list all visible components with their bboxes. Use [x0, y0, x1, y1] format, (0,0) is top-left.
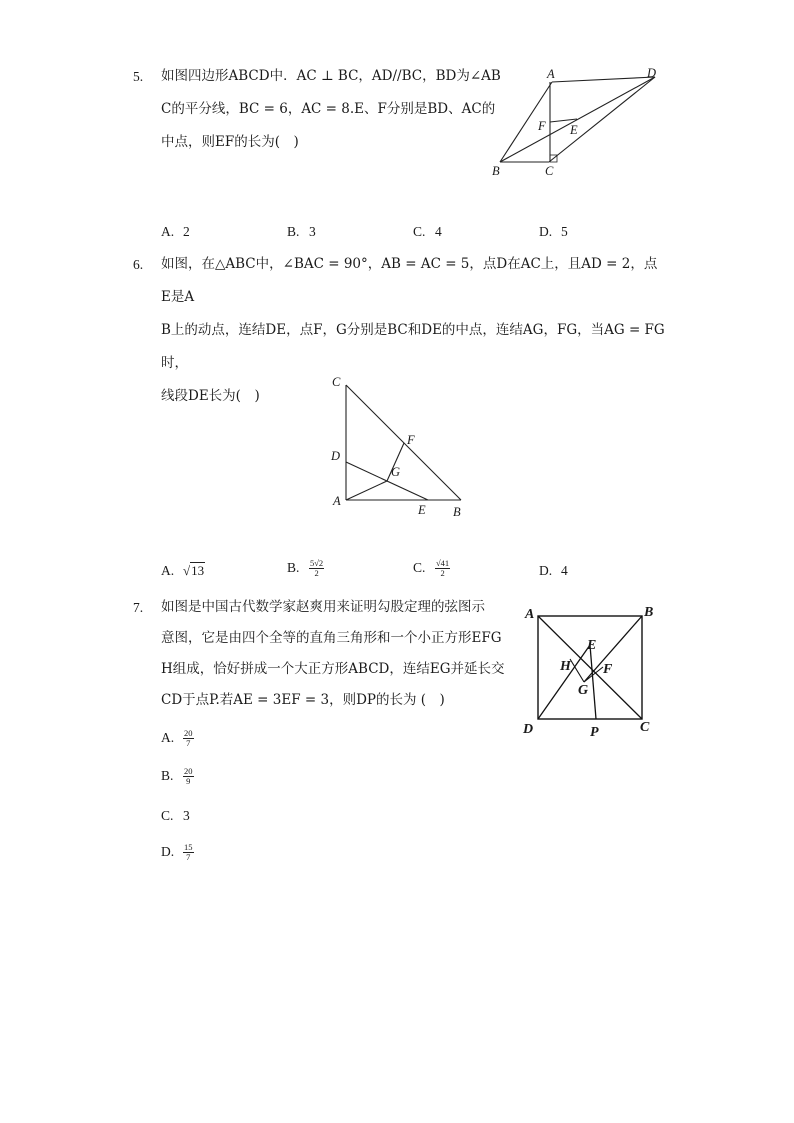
q5-label-b: B [492, 164, 500, 178]
q7-option-d: D. $\frac{15}{7}$ [161, 842, 193, 862]
q7-line-2: 意图，它是由四个全等的直角三角形和一个小正方形EFG [161, 630, 502, 646]
q5-line-2: C的平分线，BC = 6，AC = 8.E、F分别是BD、AC的 [161, 101, 496, 117]
q6-line-3: 线段DE长为( ) [161, 388, 260, 404]
q6-number: 6. [133, 257, 144, 272]
q6-label-b: B [453, 505, 461, 519]
q6-option-c: C. $\frac{√41}{2}$ [413, 558, 450, 578]
q7-label-d: D [523, 722, 534, 737]
q5-line-3: 中点，则EF的长为( ) [161, 134, 299, 150]
q6-option-a: A. √13 [161, 563, 205, 578]
q6-label-a: A [333, 494, 341, 508]
q7-stem [161, 592, 511, 716]
q6-label-g: G [391, 465, 401, 479]
q7-line-1: 如图是中国古代数学家赵爽用来证明勾股定理的弦图示 [161, 599, 485, 615]
q5-label-e: E [570, 123, 578, 137]
q5-number: 5. [133, 69, 144, 84]
q5-option-d: D. 5 [539, 224, 568, 239]
q5-label-c: C [545, 164, 554, 178]
q5-option-a: A. 2 [161, 224, 190, 239]
q5-option-c: C. 4 [413, 224, 442, 239]
q7-option-c: C. 3 [161, 808, 190, 823]
q6-line-2: B上的动点，连结DE，点F，G分别是BC和DE的中点，连结AG，FG，当AG = FG时， [161, 322, 665, 371]
q5-figure [485, 60, 665, 185]
q7-label-c: C [640, 720, 650, 735]
q7-number: 7. [133, 600, 144, 615]
q6-label-c: C [332, 375, 341, 389]
q6-label-f: F [407, 433, 415, 447]
q7-label-b: B [644, 605, 654, 620]
q6-option-b: B. $\frac{5√2}{2}$ [287, 558, 324, 578]
q7-option-b: B. $\frac{20}{9}$ [161, 766, 193, 786]
q5-stem [161, 60, 511, 159]
q5-label-d: D [647, 66, 657, 80]
q6-line-1: 如图，在△ABC中，∠BAC = 90°，AB = AC = 5，点D在AC上，且AD = 2，点E是A [161, 256, 658, 305]
q7-label-f: F [603, 662, 613, 677]
q5-label-a: A [547, 67, 555, 81]
q5-label-f: F [538, 119, 546, 133]
q6-option-d: D. 4 [539, 563, 568, 578]
q5-option-b: B. 3 [287, 224, 316, 239]
q7-option-a: A. $\frac{20}{7}$ [161, 728, 193, 748]
q7-line-4: CD于点P.若AE = 3EF = 3，则DP的长为 ( ) [161, 692, 445, 708]
q6-label-e: E [418, 503, 426, 517]
q7-label-h: H [560, 659, 571, 674]
q7-label-p: P [590, 725, 599, 740]
q7-label-a: A [525, 607, 535, 622]
q7-line-3: H组成，恰好拼成一个大正方形ABCD，连结EG并延长交 [161, 661, 505, 677]
q6-figure [325, 370, 475, 520]
q6-label-d: D [331, 449, 341, 463]
q7-label-g: G [578, 683, 589, 698]
q7-label-e: E [587, 638, 597, 653]
q5-line-1: 如图四边形ABCD中．AC ⊥ BC，AD//BC，BD为∠AB [161, 68, 501, 84]
q7-figure [515, 598, 665, 743]
